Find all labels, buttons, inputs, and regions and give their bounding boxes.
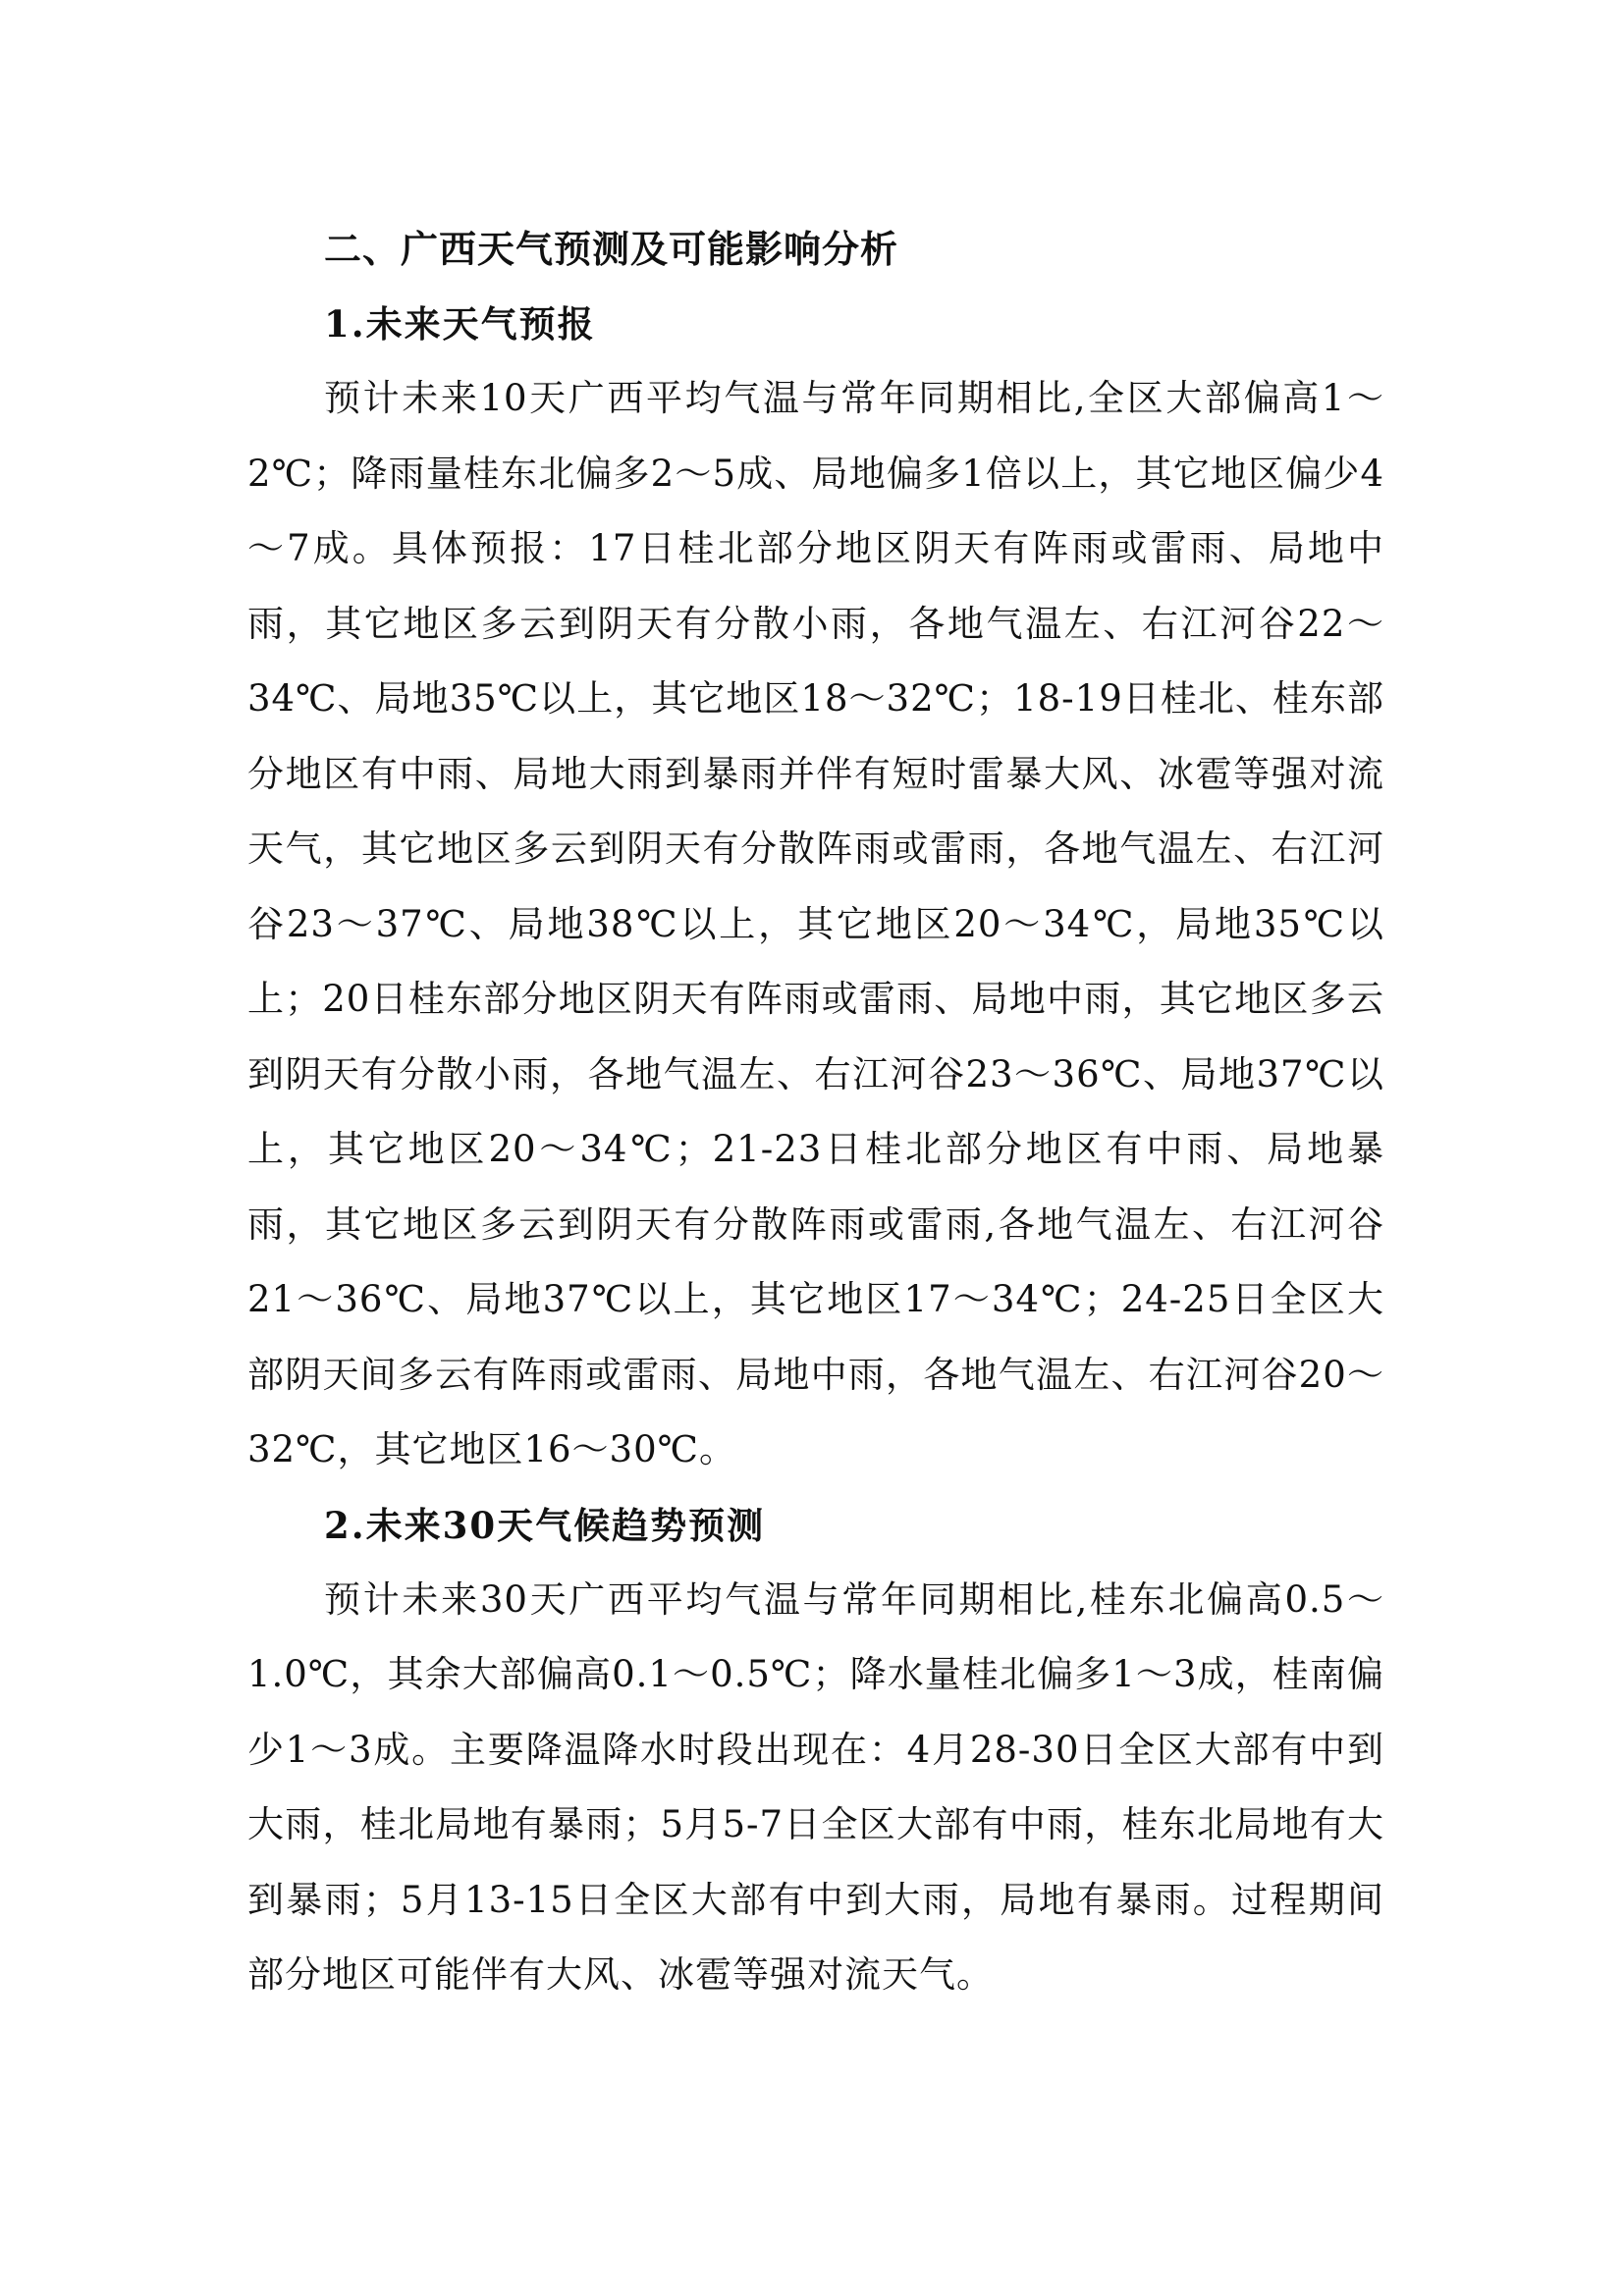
section-title: 二、广西天气预测及可能影响分析	[324, 228, 899, 271]
subsection-heading-forecast: 1.未来天气预报	[324, 302, 596, 346]
paragraph-30-day-trend: 预计未来30天广西平均气温与常年同期相比,桂东北偏高0.5～1.0℃，其余大部偏高0.1～0.5℃；降水量桂北偏多1～3成，桂南偏少1～3成。主要降温降水时段出现在：4月28-30日全区大部有中到大雨，桂北局地有暴雨；5月5-7日全区大部有中雨，桂东北局地有大到暴雨；5月13-15日全区大部有中到大雨，局地有暴雨。过程期间部分地区可能伴有大风、冰雹等强对流天气。	[247, 1577, 1384, 1996]
document-body	[247, 212, 1384, 2013]
subsection-heading-climate-trend: 2.未来30天气候趋势预测	[324, 1503, 766, 1547]
paragraph-10-day-forecast: 预计未来10天广西平均气温与常年同期相比,全区大部偏高1～2℃；降雨量桂东北偏多2～5成、局地偏多1倍以上，其它地区偏少4～7成。具体预报：17日桂北部分地区阴天有阵雨或雷雨、局地中雨，其它地区多云到阴天有分散小雨，各地气温左、右江河谷22～34℃、局地35℃以上，其它地区18～32℃；18-19日桂北、桂东部分地区有中雨、局地大雨到暴雨并伴有短时雷暴大风、冰雹等强对流天气，其它地区多云到阴天有分散阵雨或雷雨，各地气温左、右江河谷23～37℃、局地38℃以上，其它地区20～34℃，局地35℃以上；20日桂东部分地区阴天有阵雨或雷雨、局地中雨，其它地区多云到阴天有分散小雨，各地气温左、右江河谷23～36℃、局地37℃以上，其它地区20～34℃；21-23日桂北部分地区有中雨、局地暴雨，其它地区多云到阴天有分散阵雨或雷雨,各地气温左、右江河谷21～36℃、局地37℃以上，其它地区17～34℃；24-25日全区大部阴天间多云有阵雨或雷雨、局地中雨，各地气温左、右江河谷20～32℃，其它地区16～30℃。	[247, 377, 1384, 1470]
